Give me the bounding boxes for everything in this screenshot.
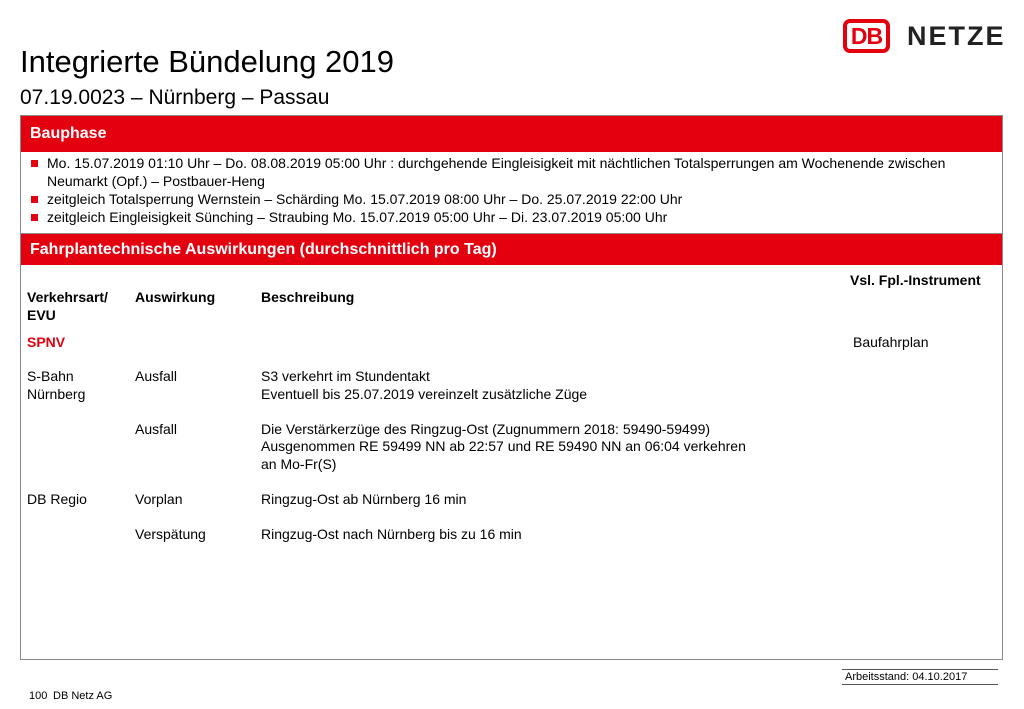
row3-evu: DB Regio <box>27 491 87 507</box>
db-netze-logo <box>843 19 1006 53</box>
row1-auswirkung: Ausfall <box>135 368 178 384</box>
row2-auswirkung: Ausfall <box>135 421 178 437</box>
page-subtitle: 07.19.0023 – Nürnberg – Passau <box>20 86 330 109</box>
bauphase-bullet-3: zeitgleich Eingleisigkeit Sünching – Straubing Mo. 15.07.2019 05:00 Uhr – Di. 23.07.2019 05:00 Uhr <box>29 208 994 226</box>
bauphase-bullet-1: Mo. 15.07.2019 01:10 Uhr – Do. 08.08.2019 05:00 Uhr : durchgehende Eingleisigkeit mit nächtlichen Totalsperrungen am Wochenende zwischen Neumarkt (Opf.) – Postbauer-Heng <box>29 154 994 190</box>
content-frame <box>20 115 1003 660</box>
page-title: Integrierte Bündelung 2019 <box>20 44 395 79</box>
row1-beschreibung-line2: Eventuell bis 25.07.2019 vereinzelt zusätzliche Züge <box>261 386 588 402</box>
row3-beschreibung: Ringzug-Ost ab Nürnberg 16 min <box>261 491 467 507</box>
bauphase-bullet-2: zeitgleich Totalsperrung Wernstein – Schärding Mo. 15.07.2019 08:00 Uhr – Do. 25.07.2019 22:00 Uhr <box>29 190 994 208</box>
company-name: DB Netz AG <box>53 690 113 702</box>
row2-beschreibung-line2: Ausgenommen RE 59499 NN ab 22:57 und RE 59490 NN an 06:04 verkehren <box>261 438 746 454</box>
instrument-value: Baufahrplan <box>853 334 929 350</box>
column-header-evu: EVU <box>27 307 56 323</box>
row2-beschreibung-line3: an Mo-Fr(S) <box>261 456 337 472</box>
row1-evu-line1: S-Bahn <box>27 368 74 384</box>
row1-evu-line2: Nürnberg <box>27 386 86 402</box>
row2-beschreibung-line1: Die Verstärkerzüge des Ringzug-Ost (Zugnummern 2018: 59490-59499) <box>261 421 711 437</box>
row4-beschreibung: Ringzug-Ost nach Nürnberg bis zu 16 min <box>261 526 522 542</box>
auswirkungen-heading: Fahrplantechnische Auswirkungen (durchschnittlich pro Tag) <box>21 233 1002 265</box>
column-header-beschreibung: Beschreibung <box>261 289 355 305</box>
row4-auswirkung: Verspätung <box>135 526 206 542</box>
footer-divider-top <box>842 669 998 670</box>
bauphase-list <box>29 154 994 226</box>
db-logo-icon: DB <box>843 19 890 53</box>
arbeitsstand-date: Arbeitsstand: 04.10.2017 <box>845 671 968 683</box>
page-number: 100 <box>29 690 48 702</box>
section-label-spnv: SPNV <box>27 334 66 350</box>
column-header-auswirkung: Auswirkung <box>135 289 216 305</box>
column-header-verkehrsart: Verkehrsart/ <box>27 289 108 305</box>
column-header-instrument: Vsl. Fpl.-Instrument <box>850 272 981 288</box>
row1-beschreibung-line1: S3 verkehrt im Stundentakt <box>261 368 430 384</box>
row3-auswirkung: Vorplan <box>135 491 183 507</box>
netze-wordmark: NETZE <box>907 20 1006 51</box>
bauphase-heading: Bauphase <box>21 116 1002 152</box>
footer-divider-bottom <box>842 684 998 685</box>
